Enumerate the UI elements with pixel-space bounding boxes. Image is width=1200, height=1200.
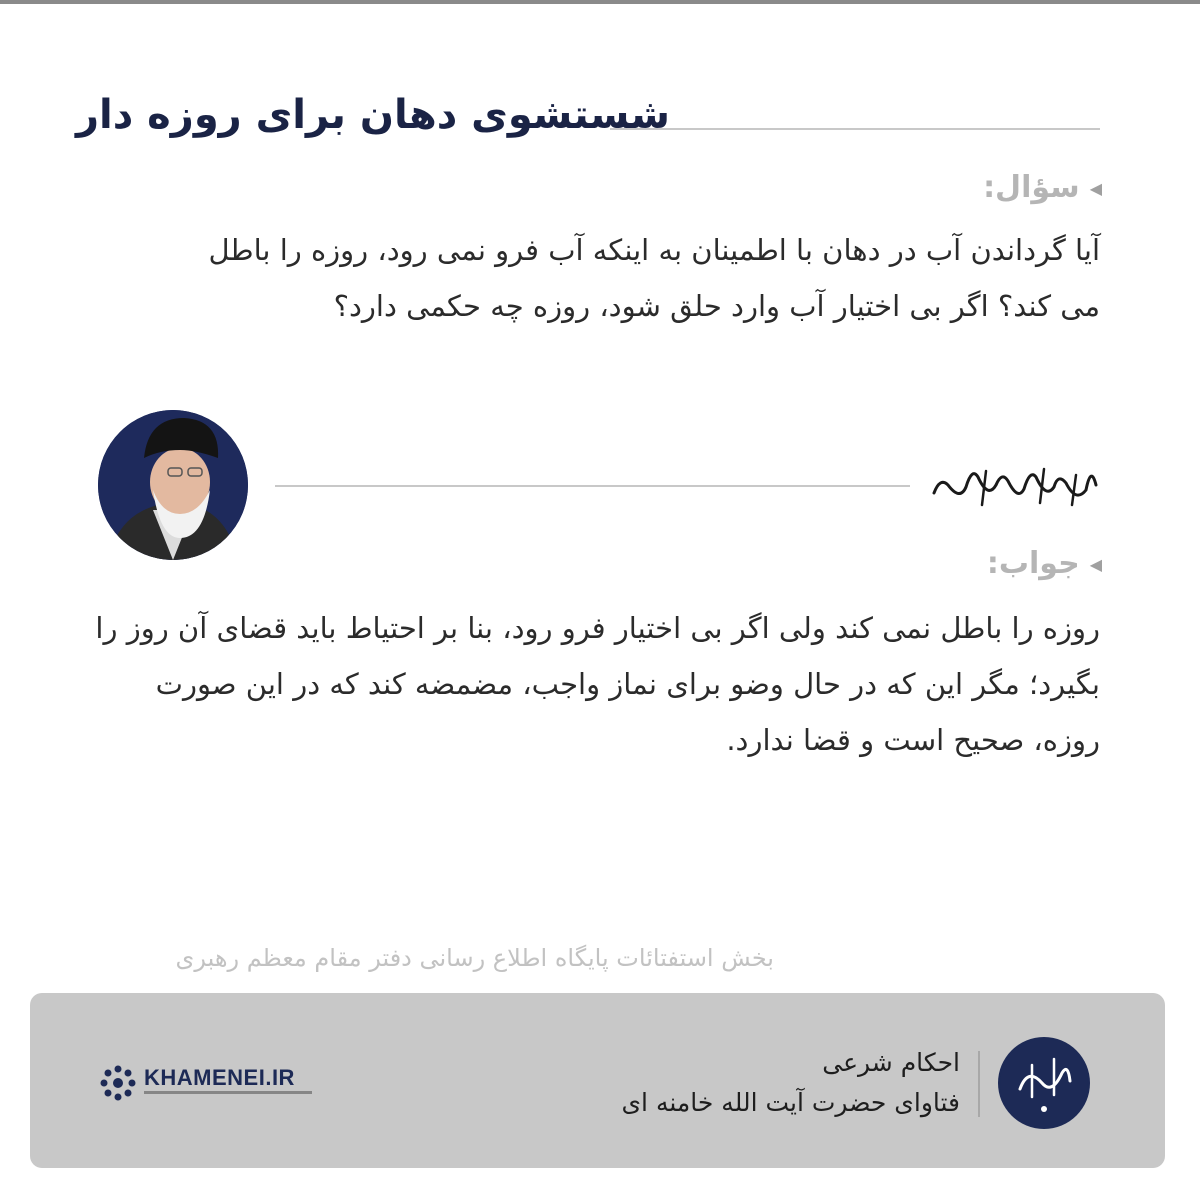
source-caption: بخش استفتائات پایگاه اطلاع رسانی دفتر مقام معظم رهبری	[175, 944, 774, 972]
khamenei-logo-icon	[98, 1063, 138, 1103]
answer-label	[987, 546, 1102, 581]
basmala-calligraphy	[926, 455, 1101, 515]
answer-line: روزه را باطل نمی کند ولی اگر بی اختیار فرو رود، بنا بر احتیاط باید قضای آن روز را	[95, 611, 1100, 645]
title-divider	[610, 128, 1100, 130]
khamenei-logo[interactable]	[98, 1063, 318, 1103]
question-label-text: سؤال:	[983, 170, 1080, 205]
brand-subline	[144, 1091, 312, 1094]
question-line: آیا گرداندن آب در دهان با اطمینان به اینکه آب فرو نمی رود، روزه را باطل	[208, 233, 1100, 267]
answer-label-text: جواب:	[986, 546, 1080, 581]
top-border	[0, 0, 1200, 4]
footer-line-2: فتاوای حضرت آیت الله خامنه ای	[621, 1088, 960, 1117]
fiqh-logo-icon	[998, 1037, 1090, 1129]
question-text	[100, 222, 1100, 334]
title-row	[75, 92, 1100, 162]
answer-line: بگیرد؛ مگر این که در حال وضو برای نماز واجب، مضمضه کند که در این صورت	[155, 667, 1100, 701]
answer-line: روزه، صحیح است و قضا ندارد.	[726, 723, 1100, 757]
section-divider	[275, 485, 910, 487]
footer-divider	[978, 1051, 980, 1117]
triangle-left-icon: ◀	[1089, 179, 1102, 198]
portrait-photo	[98, 410, 248, 560]
triangle-left-icon: ◀	[1089, 555, 1102, 574]
footer-line-1: احکام شرعی	[822, 1048, 960, 1077]
footer-text	[621, 1043, 960, 1123]
footer-bar	[30, 993, 1165, 1168]
question-label	[983, 170, 1102, 205]
question-line: می کند؟ اگر بی اختیار آب وارد حلق شود، روزه چه حکمی دارد؟	[333, 289, 1100, 323]
brand-name: KHAMENEI.IR	[144, 1065, 295, 1090]
answer-text	[95, 600, 1100, 768]
page-title: شستشوی دهان برای روزه دار	[75, 92, 670, 138]
